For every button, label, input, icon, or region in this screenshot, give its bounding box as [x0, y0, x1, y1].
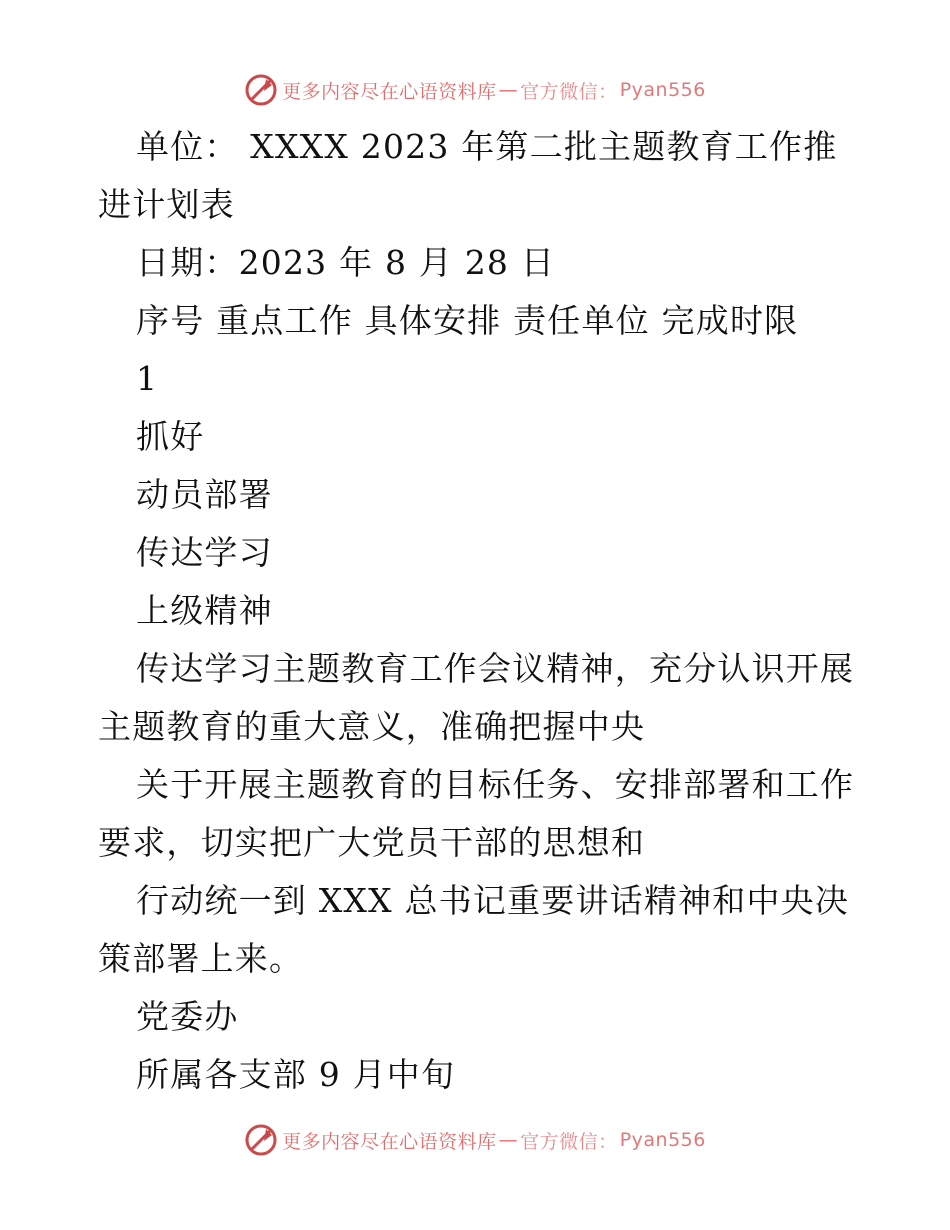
key-work-line-1: 抓好: [136, 417, 205, 456]
watermark-footer: [0, 1120, 950, 1160]
watermark-separator: —: [498, 1129, 519, 1151]
watermark-wechat-id: Pyan556: [619, 79, 706, 101]
doc-date: 日期：2023 年 8 月 28 日: [136, 243, 556, 282]
key-work-line-2: 动员部署: [136, 475, 273, 514]
quill-logo-icon: [244, 73, 278, 107]
arrangement-paragraph-1: 传达学习主题教育工作会议精神，充分认识开展主题教育的重大意义，准确把握中央: [98, 649, 855, 746]
row-number: 1: [136, 359, 159, 398]
arrangement-paragraph-3: 行动统一到 XXX 总书记重要讲话精神和中央决策部署上来。: [98, 881, 850, 978]
document-body: [98, 118, 858, 1104]
responsible-unit-deadline: 所属各支部 9 月中旬: [136, 1055, 456, 1094]
watermark-brand: 更多内容尽在心语资料库: [282, 80, 497, 103]
arrangement-paragraph-2: 关于开展主题教育的目标任务、安排部署和工作要求，切实把广大党员干部的思想和: [98, 765, 855, 862]
responsible-unit: 党委办: [136, 997, 239, 1036]
watermark-wechat-id: Pyan556: [619, 1129, 706, 1151]
quill-logo-icon: [244, 1123, 278, 1157]
table-header-line: 序号 重点工作 具体安排 责任单位 完成时限: [136, 301, 799, 340]
key-work-line-3: 传达学习: [136, 533, 273, 572]
key-work-line-4: 上级精神: [136, 591, 273, 630]
watermark-header: [0, 70, 950, 110]
watermark-wechat-label: 官方微信：: [520, 80, 618, 103]
watermark-brand: 更多内容尽在心语资料库: [282, 1130, 497, 1153]
watermark-separator: —: [498, 79, 519, 101]
watermark-wechat-label: 官方微信：: [520, 1130, 618, 1153]
doc-title: 单位： XXXX 2023 年第二批主题教育工作推进计划表: [98, 127, 838, 224]
